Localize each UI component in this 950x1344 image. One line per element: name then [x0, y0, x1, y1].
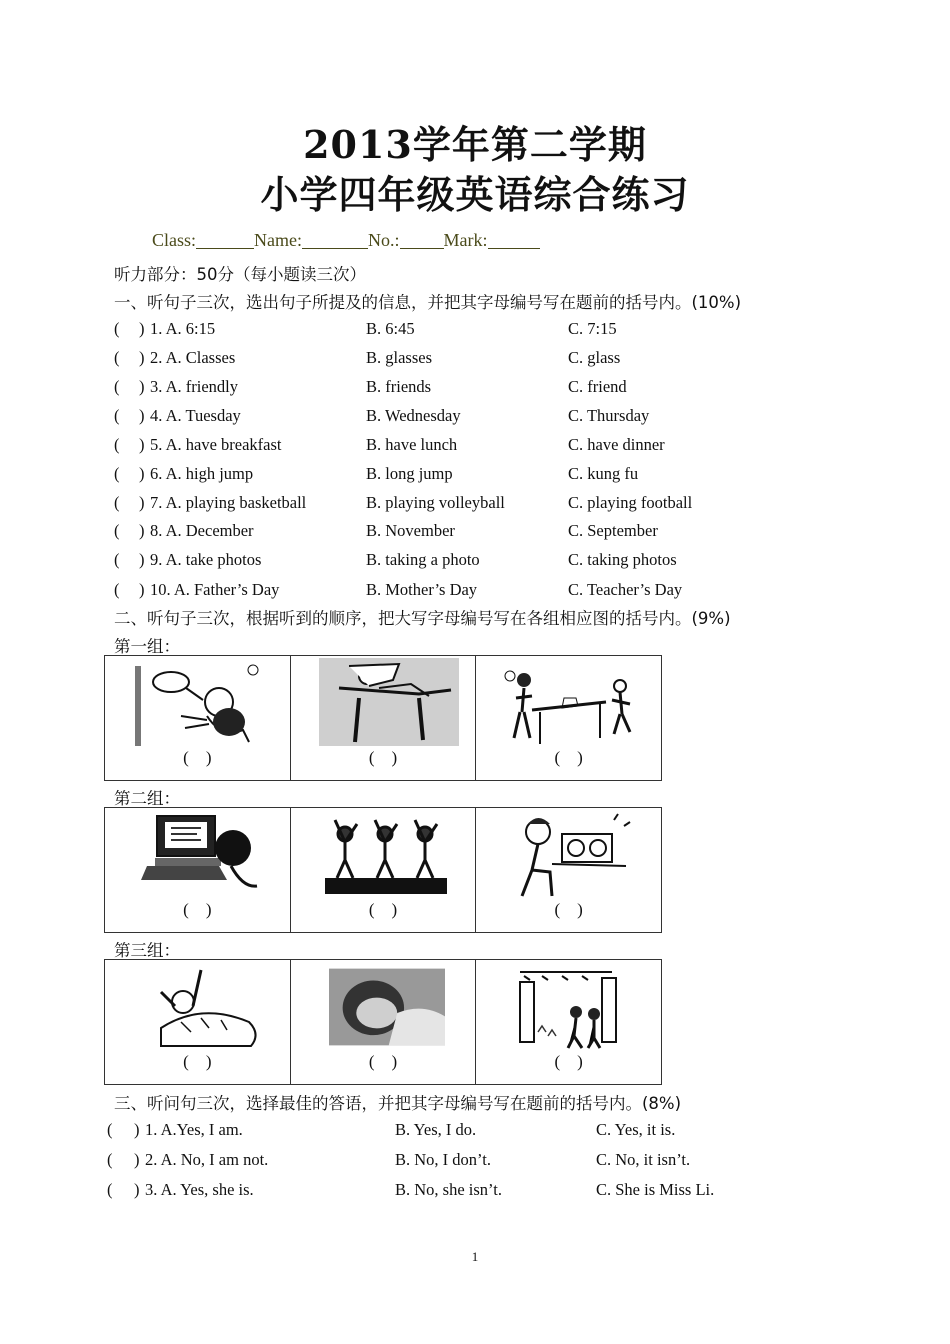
option-a: 8. A. December — [150, 521, 254, 540]
answer-bracket-close: ) — [139, 406, 145, 425]
group2-answer-1[interactable]: ( ) — [183, 900, 212, 919]
answer-bracket-open[interactable]: ( — [114, 521, 120, 540]
group1-cell-2 — [291, 656, 477, 780]
long-jump-icon — [315, 658, 459, 748]
answer-bracket-open[interactable]: ( — [114, 550, 120, 569]
dancing-girls-icon — [317, 810, 453, 900]
option-b: B. 6:45 — [366, 319, 415, 338]
group2-cell-3 — [476, 808, 661, 932]
group3-cell-3 — [476, 960, 661, 1084]
answer-bracket-open[interactable]: ( — [114, 464, 120, 483]
option-c: C. friend — [568, 377, 627, 396]
option-b: B. glasses — [366, 348, 432, 367]
option-b: B. Mother’s Day — [366, 580, 478, 599]
option-b: B. No, she isn’t. — [395, 1180, 502, 1199]
waking-up-icon — [131, 962, 267, 1052]
listening-header: 听力部分：50分（每小题读三次） — [114, 265, 366, 284]
student-info-line — [152, 230, 540, 251]
title-line-2: 小学四年级英语综合练习 — [260, 172, 690, 217]
answer-bracket-open[interactable]: ( — [107, 1120, 113, 1139]
group3-answer-1[interactable]: ( ) — [183, 1052, 212, 1071]
name-blank — [302, 230, 368, 249]
sleeping-child-icon — [329, 962, 445, 1052]
group1-label: 第一组： — [114, 637, 180, 656]
answer-bracket-open[interactable]: ( — [107, 1150, 113, 1169]
group3-cell-2 — [291, 960, 477, 1084]
answer-bracket-close: ) — [139, 521, 145, 540]
badminton-player-icon — [131, 658, 267, 748]
option-a: 4. A. Tuesday — [150, 406, 241, 425]
option-b: B. No, I don’t. — [395, 1150, 491, 1169]
no-blank — [400, 230, 444, 249]
no-label: No.: — [368, 230, 400, 250]
option-b: B. November — [366, 521, 455, 540]
group1-picture-grid — [104, 655, 662, 781]
answer-bracket-close: ) — [139, 319, 145, 338]
group2-cell-1 — [105, 808, 291, 932]
option-c: C. have dinner — [568, 435, 665, 454]
group1-answer-3[interactable]: ( ) — [554, 748, 583, 767]
class-blank — [196, 230, 254, 249]
option-a: 7. A. playing basketball — [150, 493, 307, 512]
option-c: C. Thursday — [568, 406, 650, 425]
option-a: 1. A.Yes, I am. — [145, 1120, 243, 1139]
option-a: 10. A. Father’s Day — [150, 580, 280, 599]
mark-label: Mark: — [443, 230, 488, 250]
name-label: Name: — [254, 230, 302, 250]
answer-bracket-open[interactable]: ( — [114, 435, 120, 454]
answer-bracket-open[interactable]: ( — [114, 319, 120, 338]
group2-answer-3[interactable]: ( ) — [554, 900, 583, 919]
option-c: C. playing football — [568, 493, 693, 512]
answer-bracket-close: ) — [139, 550, 145, 569]
option-a: 2. A. No, I am not. — [145, 1150, 269, 1169]
option-c: C. kung fu — [568, 464, 639, 483]
group1-cell-1 — [105, 656, 291, 780]
option-a: 6. A. high jump — [150, 464, 254, 483]
answer-bracket-close: ) — [134, 1180, 140, 1199]
option-b: B. long jump — [366, 464, 453, 483]
section3-heading: 三、听问句三次，选择最佳的答语，并把其字母编号写在题前的括号内。(8%) — [114, 1094, 682, 1113]
answer-bracket-open[interactable]: ( — [114, 406, 120, 425]
section2-heading: 二、听句子三次，根据听到的顺序，把大写字母编号写在各组相应图的括号内。(9%) — [114, 609, 731, 628]
option-a: 3. A. Yes, she is. — [145, 1180, 254, 1199]
group2-picture-grid — [104, 807, 662, 933]
option-c: C. glass — [568, 348, 621, 367]
answer-bracket-open[interactable]: ( — [114, 377, 120, 396]
option-c: C. She is Miss Li. — [596, 1180, 715, 1199]
option-a: 1. A. 6:15 — [150, 319, 216, 338]
answer-bracket-close: ) — [139, 493, 145, 512]
option-c: C. taking photos — [568, 550, 677, 569]
group1-answer-2[interactable]: ( ) — [368, 748, 398, 767]
option-c: C. Yes, it is. — [596, 1120, 676, 1139]
table-tennis-icon — [502, 658, 638, 748]
group2-cell-2 — [291, 808, 477, 932]
answer-bracket-open[interactable]: ( — [114, 348, 120, 367]
group1-answer-1[interactable]: ( ) — [183, 748, 212, 767]
answer-bracket-close: ) — [139, 377, 145, 396]
computer-user-icon — [131, 810, 267, 900]
answer-bracket-open[interactable]: ( — [114, 580, 120, 599]
option-c: C. September — [568, 521, 658, 540]
answer-bracket-close: ) — [139, 580, 145, 599]
group3-answer-2[interactable]: ( ) — [368, 1052, 398, 1071]
title-line-1: 2013学年第二学期 — [303, 122, 647, 167]
answer-bracket-close: ) — [139, 435, 145, 454]
option-b: B. friends — [366, 377, 432, 396]
page-number: 1 — [471, 1249, 479, 1264]
option-b: B. playing volleyball — [366, 493, 505, 512]
class-label: Class: — [152, 230, 197, 250]
school-gate-icon — [502, 962, 638, 1052]
option-c: C. No, it isn’t. — [596, 1150, 691, 1169]
option-b: B. have lunch — [366, 435, 458, 454]
radio-listener-icon — [502, 810, 638, 900]
answer-bracket-open[interactable]: ( — [114, 493, 120, 512]
option-a: 9. A. take photos — [150, 550, 262, 569]
group3-cell-1 — [105, 960, 291, 1084]
group3-picture-grid — [104, 959, 662, 1085]
mark-blank — [488, 230, 540, 249]
answer-bracket-close: ) — [139, 348, 145, 367]
option-a: 3. A. friendly — [150, 377, 238, 396]
option-b: B. Yes, I do. — [395, 1120, 477, 1139]
option-c: C. 7:15 — [568, 319, 617, 338]
option-a: 2. A. Classes — [150, 348, 236, 367]
group3-answer-3[interactable]: ( ) — [554, 1052, 583, 1071]
answer-bracket-open[interactable]: ( — [107, 1180, 113, 1199]
answer-bracket-close: ) — [134, 1120, 140, 1139]
group2-answer-2[interactable]: ( ) — [368, 900, 398, 919]
option-a: 5. A. have breakfast — [150, 435, 282, 454]
group1-cell-3 — [476, 656, 661, 780]
group2-label: 第二组： — [114, 789, 180, 808]
answer-bracket-close: ) — [134, 1150, 140, 1169]
section1-heading: 一、听句子三次，选出句子所提及的信息，并把其字母编号写在题前的括号内。(10%) — [114, 293, 742, 312]
group3-label: 第三组： — [114, 941, 180, 960]
answer-bracket-close: ) — [139, 464, 145, 483]
option-b: B. Wednesday — [366, 406, 461, 425]
option-b: B. taking a photo — [366, 550, 480, 569]
option-c: C. Teacher’s Day — [568, 580, 683, 599]
